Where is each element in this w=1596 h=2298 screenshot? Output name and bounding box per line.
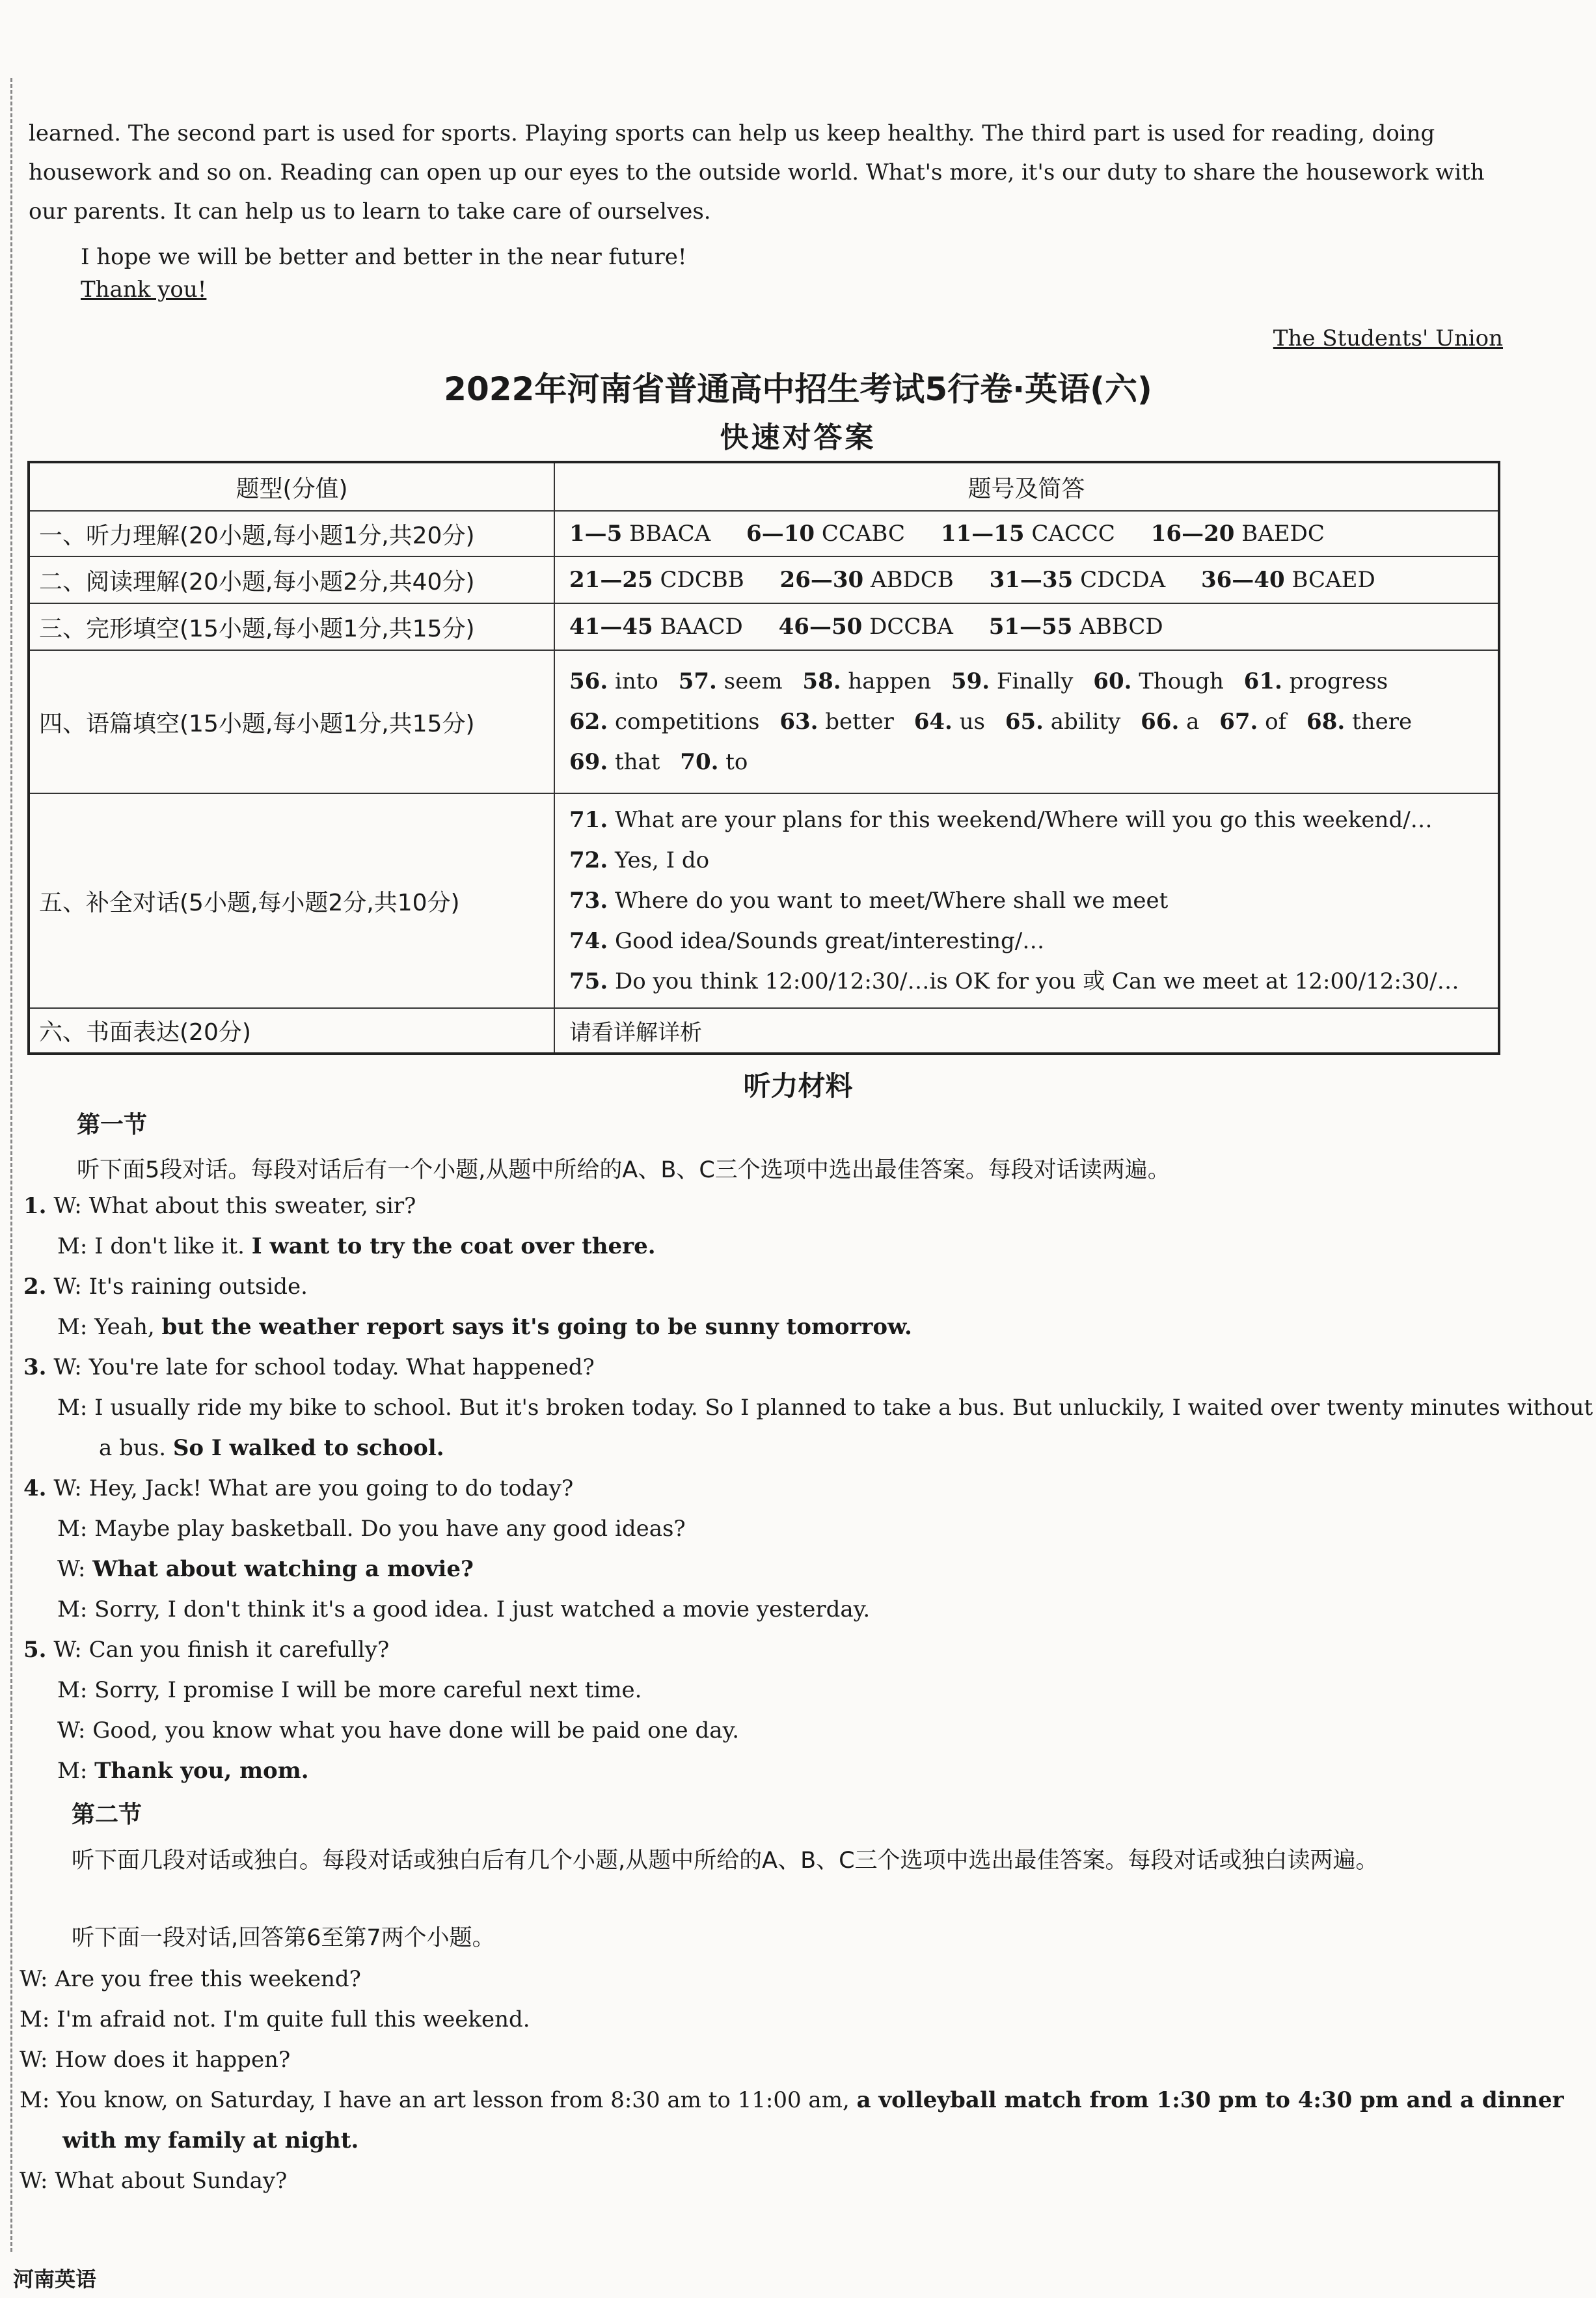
q-answer: into	[614, 668, 658, 694]
row-answers	[554, 511, 1499, 556]
signature: The Students' Union	[1273, 325, 1503, 351]
q-answer: Good idea/Sounds great/interesting/…	[614, 928, 1045, 954]
dialogue-line: W: You're late for school today. What happened?	[53, 1354, 595, 1380]
dialogue-line: W: Good, you know what you have done will be paid one day.	[57, 1717, 740, 1744]
key-phrase: a volleyball match from 1:30 pm to 4:30 pm and a dinner	[856, 2087, 1564, 2113]
row-answers	[554, 556, 1499, 603]
dialogue-line: W: What about Sunday?	[20, 2168, 288, 2194]
q-answer: Do you think 12:00/12:30/…is OK for you 或 Can we meet at 12:00/12:30/…	[614, 968, 1459, 994]
q-num: 56.	[569, 668, 608, 694]
section-2-instructions: 听下面几段对话或独白。每段对话或独白后有几个小题,从题中所给的A、B、C三个选项中选出最佳答案。每段对话或独白读两遍。	[72, 1848, 1379, 1874]
dialogue-line: M:	[57, 1758, 95, 1784]
q-range: 16—20	[1150, 521, 1235, 547]
q-answer: CACCC	[1031, 521, 1115, 547]
q-range: 6—10	[746, 521, 815, 547]
row-answers	[554, 603, 1499, 650]
thank-you: Thank you!	[81, 277, 207, 303]
q-range: 46—50	[778, 614, 863, 640]
row-answers	[554, 793, 1499, 1008]
row-type: 五、补全对话(5小题,每小题2分,共10分)	[29, 793, 554, 1008]
q-range: 26—30	[779, 567, 864, 593]
section-1-instructions: 听下面5段对话。每段对话后有一个小题,从题中所给的A、B、C三个选项中选出最佳答案。每段对话读两遍。	[77, 1157, 1170, 1183]
table-row	[29, 603, 1499, 650]
dialogue-line: W: Hey, Jack! What are you going to do today?	[53, 1475, 574, 1501]
dialogue-line: a bus.	[99, 1435, 173, 1461]
dialogue-number: 1.	[23, 1193, 47, 1219]
dialogue-line: M: I usually ride my bike to school. But it's broken today. So I planned to take a bus. But unluckily, I waited over twenty minutes without	[57, 1395, 1593, 1421]
dialogue-line: M: You know, on Saturday, I have an art lesson from 8:30 am to 11:00 am,	[20, 2087, 857, 2113]
q-answer: ABBCD	[1079, 614, 1163, 640]
dialogue-line: M: I don't like it.	[57, 1233, 252, 1259]
row-type: 四、语篇填空(15小题,每小题1分,共15分)	[29, 650, 554, 793]
q-answer: DCCBA	[869, 614, 953, 640]
dialogue-number: 5.	[23, 1637, 47, 1663]
key-phrase: with my family at night.	[62, 2127, 359, 2154]
q-num: 75.	[569, 968, 608, 994]
q-num: 57.	[678, 668, 717, 694]
q-num: 73.	[569, 888, 608, 914]
q-answer: Though	[1139, 668, 1224, 694]
row-type: 一、听力理解(20小题,每小题1分,共20分)	[29, 511, 554, 556]
listening-title: 听力材料	[743, 1070, 853, 1102]
section-1-heading: 第一节	[77, 1112, 148, 1138]
q-num: 68.	[1306, 709, 1346, 735]
key-phrase: Thank you, mom.	[94, 1758, 309, 1784]
dialogue-line: M: I'm afraid not. I'm quite full this weekend.	[20, 2006, 530, 2032]
dialogue-line: M: Yeah,	[57, 1314, 162, 1340]
dialogue-line: W: What about this sweater, sir?	[53, 1193, 416, 1219]
q-answer: competitions	[614, 709, 760, 735]
q-num: 69.	[569, 749, 608, 775]
section-2-question-note: 听下面一段对话,回答第6至第7两个小题。	[72, 1925, 495, 1951]
q-answer: Finally	[996, 668, 1074, 694]
q-answer: ABDCB	[870, 567, 954, 593]
footer-label: 河南英语	[13, 2267, 97, 2291]
q-answer: us	[959, 709, 986, 735]
dialogue-line: M: Sorry, I don't think it's a good idea. I just watched a movie yesterday.	[57, 1596, 871, 1622]
q-num: 71.	[569, 807, 608, 833]
dialogue-line: W: It's raining outside.	[53, 1274, 308, 1300]
answer-table	[27, 461, 1500, 1055]
q-answer: BCAED	[1292, 567, 1375, 593]
q-answer: of	[1265, 709, 1287, 735]
key-phrase: So I walked to school.	[172, 1435, 444, 1461]
q-answer: CCABC	[821, 521, 906, 547]
header-answers: 题号及简答	[554, 462, 1499, 511]
section-2-heading: 第二节	[72, 1801, 142, 1828]
q-num: 62.	[569, 709, 608, 735]
q-num: 67.	[1219, 709, 1258, 735]
q-num: 64.	[913, 709, 953, 735]
table-row	[29, 1008, 1499, 1054]
q-num: 74.	[569, 928, 608, 954]
row-type: 六、书面表达(20分)	[29, 1008, 554, 1054]
row-type: 三、完形填空(15小题,每小题1分,共15分)	[29, 603, 554, 650]
q-answer: progress	[1289, 668, 1388, 694]
table-row	[29, 511, 1499, 556]
dialogue-number: 4.	[23, 1475, 47, 1501]
q-answer: seem	[724, 668, 783, 694]
table-row	[29, 793, 1499, 1008]
q-range: 36—40	[1200, 567, 1285, 593]
dialogue-line: W: How does it happen?	[20, 2047, 291, 2073]
page-title: 2022年河南省普通高中招生考试5行卷·英语(六)	[444, 370, 1152, 408]
q-range: 31—35	[989, 567, 1074, 593]
q-answer: BAEDC	[1241, 521, 1325, 547]
q-answer: Where do you want to meet/Where shall we meet	[614, 888, 1169, 914]
header-type: 题型(分值)	[29, 462, 554, 511]
row-answers	[554, 650, 1499, 793]
row-type: 二、阅读理解(20小题,每小题2分,共40分)	[29, 556, 554, 603]
key-phrase: I want to try the coat over there.	[251, 1233, 656, 1259]
q-num: 66.	[1141, 709, 1180, 735]
q-answer: Yes, I do	[614, 847, 710, 873]
key-phrase: What about watching a movie?	[92, 1556, 474, 1582]
q-answer: ability	[1050, 709, 1121, 735]
q-num: 60.	[1093, 668, 1132, 694]
q-answer: happen	[848, 668, 932, 694]
q-answer: What are your plans for this weekend/Where will you go this weekend/…	[614, 807, 1433, 833]
q-num: 58.	[802, 668, 841, 694]
q-answer: CDCDA	[1080, 567, 1166, 593]
table-row	[29, 650, 1499, 793]
q-num: 59.	[951, 668, 990, 694]
q-range: 1—5	[569, 521, 623, 547]
q-range: 21—25	[569, 567, 653, 593]
q-num: 61.	[1243, 668, 1282, 694]
q-range: 41—45	[569, 614, 653, 640]
table-row	[29, 556, 1499, 603]
q-answer: better	[825, 709, 894, 735]
q-num: 63.	[779, 709, 818, 735]
q-range: 11—15	[940, 521, 1025, 547]
q-answer: to	[725, 749, 748, 775]
q-num: 70.	[680, 749, 719, 775]
row-answers: 请看详解详析	[554, 1008, 1499, 1054]
q-answer: CDCBB	[660, 567, 744, 593]
q-range: 51—55	[988, 614, 1073, 640]
dialogue-line: W: Can you finish it carefully?	[53, 1637, 390, 1663]
dialogue-line: M: Maybe play basketball. Do you have any good ideas?	[57, 1516, 686, 1542]
q-answer: a	[1186, 709, 1200, 735]
dialogue-line: W: Are you free this weekend?	[20, 1966, 361, 1992]
dialogue-line: M: Sorry, I promise I will be more careful next time.	[57, 1677, 642, 1703]
q-answer: that	[614, 749, 660, 775]
top-paragraph: learned. The second part is used for sports. Playing sports can help us keep healthy. The third part is used for reading, doing housework and so on. Reading can open up our eyes to the outside world. What's more, it's our duty to share the housework with our parents. It can help us to learn to take care of ourselves.	[29, 120, 1485, 225]
dialogue-line: W:	[57, 1556, 93, 1582]
key-phrase: but the weather report says it's going to be sunny tomorrow.	[161, 1314, 912, 1340]
q-num: 72.	[569, 847, 608, 873]
page-subtitle: 快速对答案	[720, 421, 876, 454]
q-num: 65.	[1005, 709, 1044, 735]
q-answer: BAACD	[660, 614, 743, 640]
q-answer: BBACA	[629, 521, 711, 547]
dialogue-number: 2.	[23, 1274, 47, 1300]
q-answer: there	[1352, 709, 1413, 735]
dialogue-number: 3.	[23, 1354, 47, 1380]
conversation	[20, 1959, 1564, 2201]
closing-sentence: I hope we will be better and better in the near future!	[81, 244, 687, 270]
